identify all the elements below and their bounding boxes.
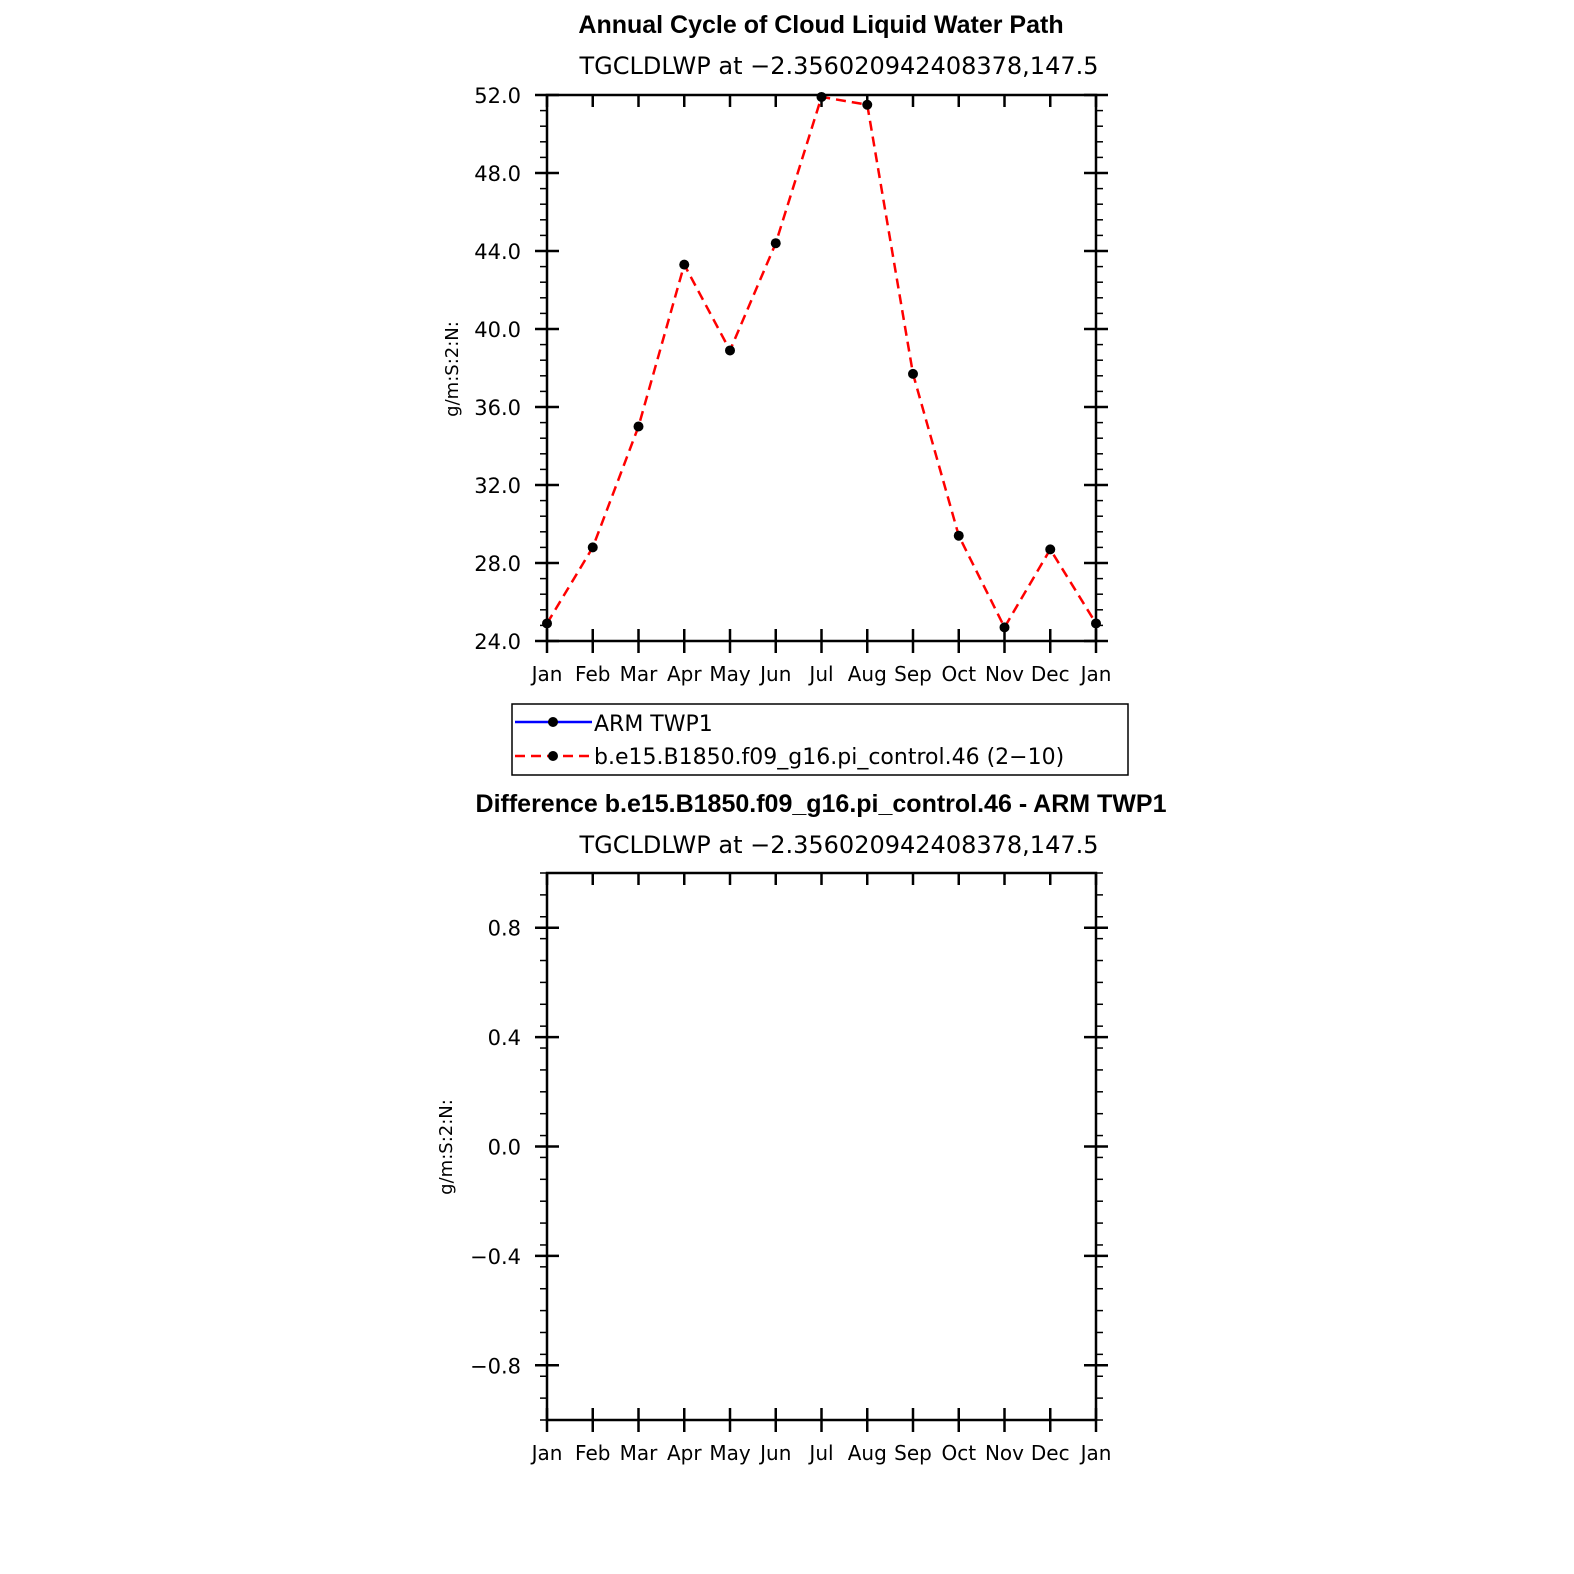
x-tick-label: Nov <box>984 662 1025 686</box>
y-axis-label: g/m:S:2:N: <box>442 321 463 417</box>
legend-label: b.e15.B1850.f09_g16.pi_control.46 (2−10) <box>594 745 1065 770</box>
x-tick-label: Apr <box>666 662 702 686</box>
data-point <box>862 100 872 110</box>
y-tick-label: 44.0 <box>474 240 521 264</box>
x-tick-label: Apr <box>666 1441 702 1465</box>
x-tick-label: Mar <box>619 1441 658 1465</box>
x-tick-label: Nov <box>984 1441 1025 1465</box>
data-point <box>1091 618 1101 628</box>
x-tick-label: Sep <box>894 662 932 686</box>
data-point <box>954 531 964 541</box>
legend-entry-model <box>515 745 1064 770</box>
data-point <box>1045 544 1055 554</box>
legend-marker <box>548 751 558 761</box>
data-point <box>588 542 598 552</box>
y-tick-label: 28.0 <box>474 552 521 576</box>
y-tick-label: −0.4 <box>470 1244 521 1269</box>
series-layer <box>542 92 1101 632</box>
x-tick-label: Jul <box>809 662 834 686</box>
x-tick-label: Jun <box>760 1441 792 1465</box>
data-point <box>634 422 644 432</box>
difference-panel <box>436 790 1167 1465</box>
data-point <box>725 345 735 355</box>
x-tick-label: Aug <box>847 662 887 686</box>
chart-subtitle: TGCLDLWP at −2.356020942408378,147.5 <box>579 52 1099 80</box>
x-tick-label: Oct <box>941 1441 977 1465</box>
plot-frame <box>547 95 1096 641</box>
x-tick-label: Jul <box>809 1441 834 1465</box>
x-tick-label: Jan <box>531 1441 563 1465</box>
y-axis-label: g/m:S:2:N: <box>436 1099 457 1195</box>
y-tick-label: 0.8 <box>487 916 521 941</box>
y-tick-label: −0.8 <box>470 1354 521 1379</box>
axis-ticks <box>470 873 1111 1465</box>
data-point <box>679 260 689 270</box>
x-tick-label: Feb <box>575 662 611 686</box>
y-tick-label: 0.4 <box>487 1026 521 1051</box>
series-line <box>547 97 1096 627</box>
x-tick-label: Oct <box>941 662 977 686</box>
y-tick-label: 48.0 <box>474 162 521 186</box>
x-tick-label: Jun <box>760 662 792 686</box>
y-tick-label: 40.0 <box>474 318 521 342</box>
plot-frame <box>547 873 1096 1420</box>
y-tick-label: 32.0 <box>474 474 521 498</box>
x-tick-label: Dec <box>1030 1441 1070 1465</box>
x-tick-label: Feb <box>575 1441 611 1465</box>
data-point <box>817 92 827 102</box>
data-point <box>771 238 781 248</box>
x-tick-label: Mar <box>619 662 658 686</box>
data-point <box>1000 622 1010 632</box>
y-tick-label: 52.0 <box>474 84 521 108</box>
axis-ticks <box>474 84 1111 686</box>
x-tick-label: May <box>709 662 751 686</box>
x-tick-label: Jan <box>1080 1441 1112 1465</box>
x-tick-label: Jan <box>531 662 563 686</box>
x-tick-label: Jan <box>1080 662 1112 686</box>
chart-subtitle: TGCLDLWP at −2.356020942408378,147.5 <box>579 831 1099 859</box>
x-tick-label: Aug <box>847 1441 887 1465</box>
legend-label: ARM TWP1 <box>594 712 713 737</box>
x-tick-label: Sep <box>894 1441 932 1465</box>
x-tick-label: May <box>709 1441 751 1465</box>
legend <box>512 704 1128 775</box>
chart-title: Annual Cycle of Cloud Liquid Water Path <box>578 11 1064 39</box>
x-tick-label: Dec <box>1030 662 1070 686</box>
chart-title: Difference b.e15.B1850.f09_g16.pi_control.46 - ARM TWP1 <box>475 790 1167 818</box>
data-point <box>542 618 552 628</box>
data-point <box>908 369 918 379</box>
y-tick-label: 36.0 <box>474 396 521 420</box>
legend-marker <box>548 717 558 727</box>
annual-cycle-panel <box>442 11 1111 686</box>
y-tick-label: 0.0 <box>487 1135 521 1160</box>
y-tick-label: 24.0 <box>474 630 521 654</box>
